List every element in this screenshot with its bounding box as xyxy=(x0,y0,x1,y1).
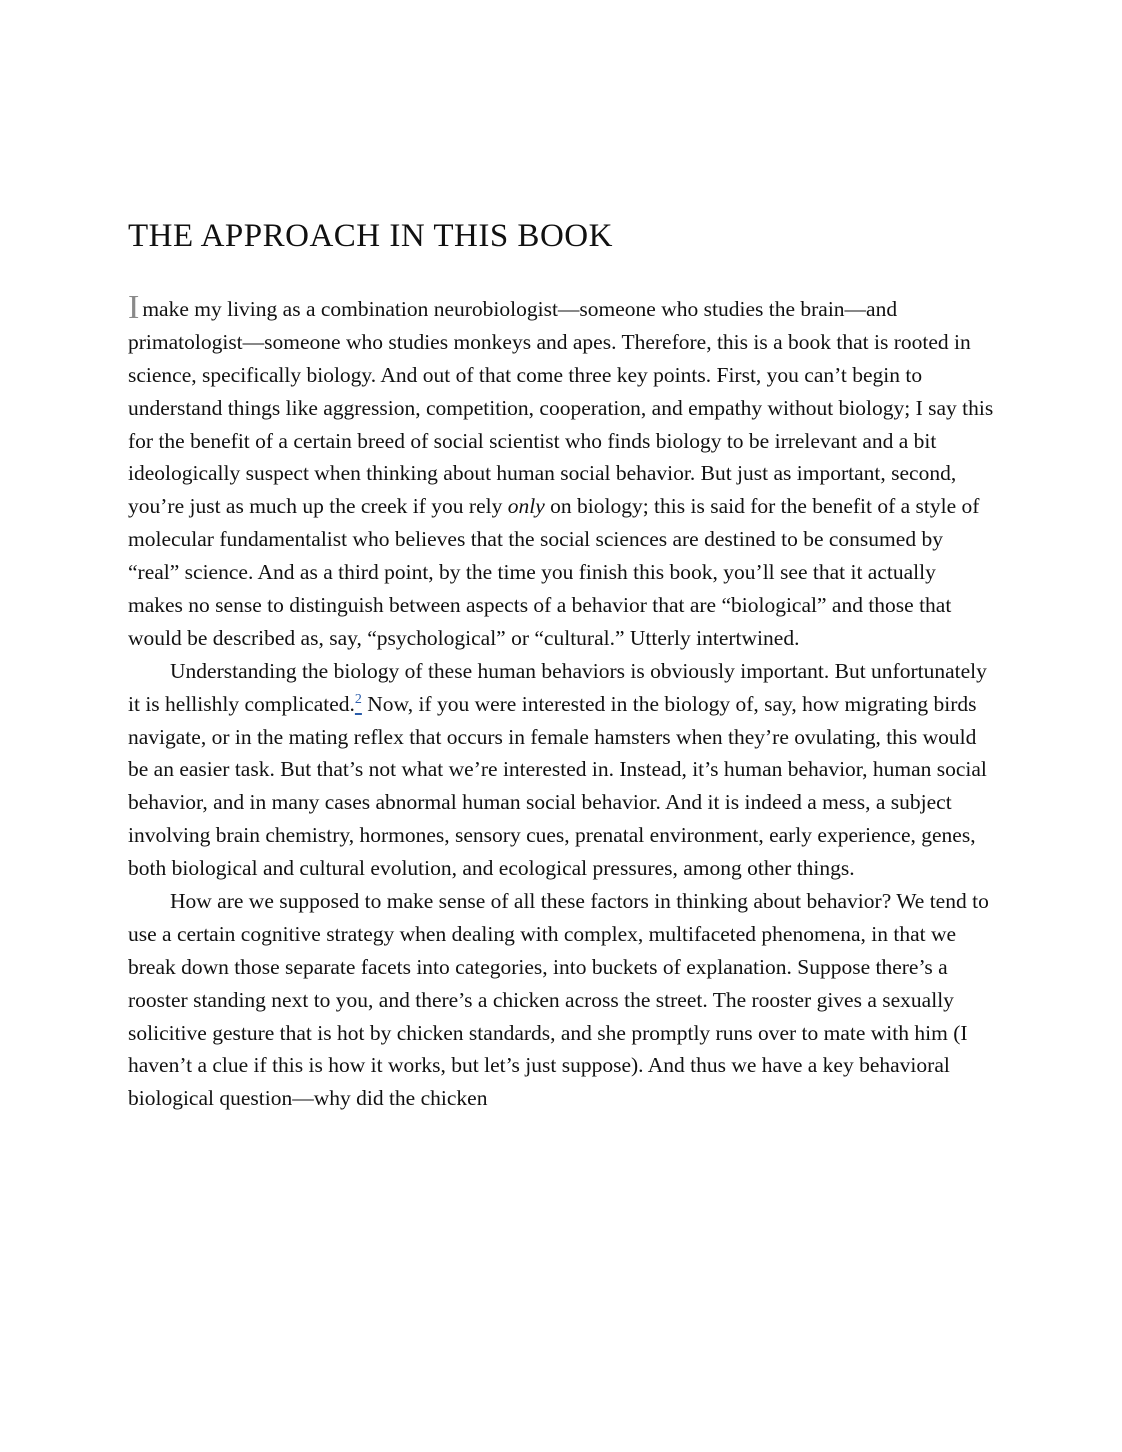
paragraph-2 xyxy=(128,655,996,885)
footnote-ref-2[interactable]: 2 xyxy=(354,691,362,707)
body-text xyxy=(128,289,996,1115)
footnote-link-2[interactable] xyxy=(355,692,362,716)
chapter-title: THE APPROACH IN THIS BOOK xyxy=(128,218,613,254)
paragraph-2-text-b: Now, if you were interested in the biology of, say, how migrating birds navigate, or in the mating reflex that occurs in female hamsters when they’re ovulating, this would be an easier task. But that’s not what we’re interested in. Instead, it’s human behavior, human social behavior, and in many cases abnormal human social behavior. And it is indeed a mess, a subject involving brain chemistry, hormones, sensory cues, prenatal environment, early experience, genes, both biological and cultural evolution, and ecological pressures, among other things. xyxy=(128,691,987,881)
paragraph-2-text-a: Understanding the biology of these human behaviors is obviously important. But unfortunately it is hellishly complicated. xyxy=(128,658,987,716)
paragraph-1 xyxy=(128,289,996,655)
dropcap-initial: I xyxy=(128,289,140,326)
paragraph-3 xyxy=(128,885,996,1115)
paragraph-1-italic-word: only xyxy=(507,494,545,519)
paragraph-1-text-a: make my living as a combination neurobiologist—someone who studies the brain—and primatologist—someone who studies monkeys and apes. Therefore, this is a book that is rooted in science, specifically biology. And out of that come three key points. First, you can’t begin to understand things like aggression, competition, cooperation, and empathy without biology; I say this for the benefit of a certain breed of social scientist who finds biology to be irrelevant and a bit ideologically suspect when thinking about human social behavior. But just as important, second, you’re just as much up the creek if you rely xyxy=(128,297,994,519)
paragraph-3-text: How are we supposed to make sense of all these factors in thinking about behavior? We tend to use a certain cognitive strategy when dealing with complex, multifaceted phenomena, in that we break down those separate facets into categories, into buckets of explanation. Suppose there’s a rooster standing next to you, and there’s a chicken across the street. The rooster gives a sexually solicitive gesture that is hot by chicken standards, and she promptly runs over to mate with him (I haven’t a clue if this is how it works, but let’s just suppose). And thus we have a key behavioral biological question—why did the chicken xyxy=(128,889,989,1111)
paragraph-1-text-b: on biology; this is said for the benefit of a style of molecular fundamentalist who believes that the social sciences are destined to be consumed by “real” science. And as a third point, by the time you finish this book, you’ll see that it actually makes no sense to distinguish between aspects of a behavior that are “biological” and those that would be described as, say, “psychological” or “cultural.” Utterly intertwined. xyxy=(128,494,980,650)
